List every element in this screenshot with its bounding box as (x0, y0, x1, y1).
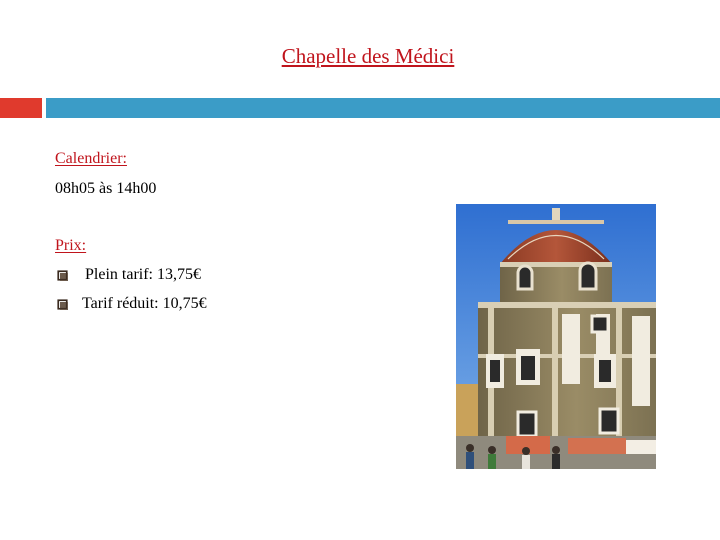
price-full: Plein tarif: 13,75€ (85, 266, 201, 283)
square-bullet-icon (55, 267, 71, 283)
price-heading: Prix: (55, 237, 87, 254)
price-reduced: Tarif réduit: 10,75€ (82, 295, 207, 312)
price-item (55, 295, 207, 313)
chapel-dome-photo (456, 204, 656, 469)
opening-hours: 08h05 às 14h00 (55, 180, 157, 197)
slide-title: Chapelle des Médici (281, 44, 455, 68)
square-bullet-icon (55, 296, 71, 312)
header-bar-red (0, 98, 42, 118)
header-bar-blue (46, 98, 720, 118)
price-item (55, 266, 201, 284)
calendar-heading: Calendrier: (55, 150, 127, 167)
